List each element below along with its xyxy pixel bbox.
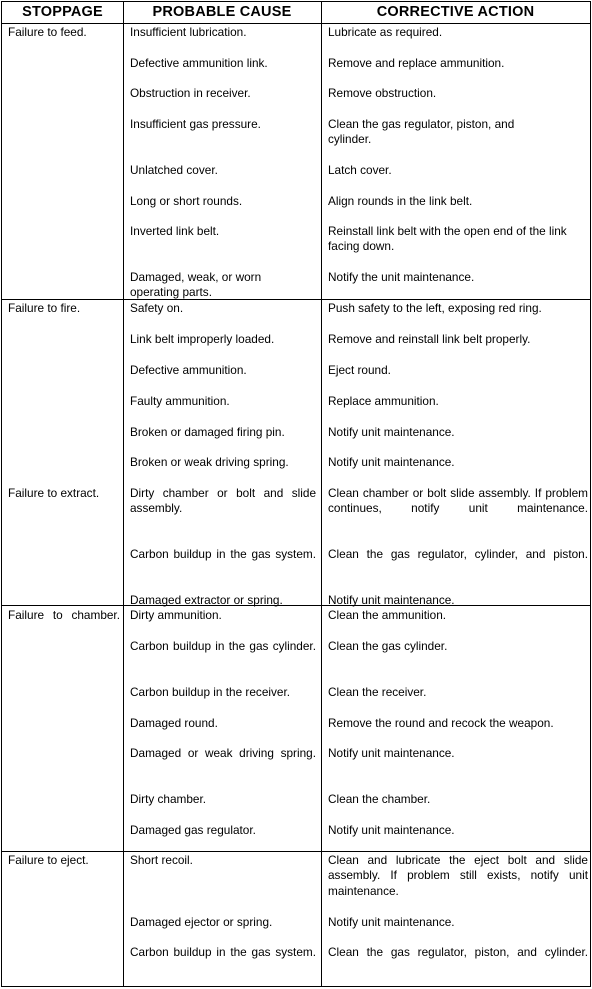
cause-cell: Damaged extractor or spring. [130, 593, 283, 607]
action-cell: Reinstall link belt with the open end of the link facing down. [328, 224, 567, 254]
action-cell: Clean the gas regulator, cylinder, and piston. [328, 547, 588, 561]
action-cell: Notify unit maintenance. [328, 425, 455, 439]
header-probable-cause: PROBABLE CAUSE [152, 4, 292, 20]
cause-cell: Damaged round. [130, 716, 218, 730]
cause-cell: Short recoil. [130, 853, 193, 867]
cause-cell: Damaged gas regulator. [130, 823, 256, 837]
cause-cell: Inverted link belt. [130, 224, 220, 238]
action-cell: Remove the round and recock the weapon. [328, 716, 554, 730]
action-cell: Clean the ammunition. [328, 608, 447, 622]
cause-cell: Insufficient lubrication. [130, 25, 247, 39]
column-divider [123, 2, 124, 986]
action-cell: Latch cover. [328, 163, 392, 177]
cause-cell: Safety on. [130, 301, 184, 315]
cause-cell: Long or short rounds. [130, 194, 243, 208]
action-cell: Push safety to the left, exposing red ring. [328, 301, 542, 315]
action-cell: Notify the unit maintenance. [328, 270, 475, 284]
action-cell: Remove obstruction. [328, 86, 437, 100]
action-cell: Clean the receiver. [328, 685, 427, 699]
action-cell: Clean chamber or bolt slide assembly. If problem continues, notify unit maintenance. [328, 486, 588, 516]
action-cell: Clean the gas regulator, piston, and cylinder. [328, 945, 588, 959]
action-cell: Clean and lubricate the eject bolt and slide assembly. If problem still exists, notify unit maintenance. [328, 853, 588, 898]
cause-cell: Damaged ejector or spring. [130, 915, 273, 929]
action-cell: Remove and replace ammunition. [328, 56, 505, 70]
cause-cell: Dirty ammunition. [130, 608, 222, 622]
cause-cell: Carbon buildup in the gas system. [130, 547, 316, 561]
header-divider [2, 23, 590, 24]
cause-cell: Dirty chamber or bolt and slide assembly. [130, 486, 316, 516]
column-divider [321, 2, 322, 986]
cause-cell: Defective ammunition link. [130, 56, 268, 70]
action-cell: Lubricate as required. [328, 25, 443, 39]
action-cell: Eject round. [328, 363, 391, 377]
cause-cell: Faulty ammunition. [130, 394, 230, 408]
stoppage-failure-to-fire: Failure to fire. [8, 301, 81, 315]
cause-cell: Damaged, weak, or worn operating parts. [130, 270, 262, 300]
action-cell: Align rounds in the link belt. [328, 194, 473, 208]
cause-cell: Obstruction in receiver. [130, 86, 251, 100]
cause-cell: Defective ammunition. [130, 363, 247, 377]
cause-cell: Carbon buildup in the gas system. [130, 945, 316, 959]
cause-cell: Unlatched cover. [130, 163, 218, 177]
cause-cell: Link belt improperly loaded. [130, 332, 275, 346]
action-cell: Clean the gas regulator, piston, and cylinder. [328, 117, 515, 147]
header-corrective-action: CORRECTIVE ACTION [376, 4, 535, 20]
stoppage-failure-to-feed: Failure to feed. [8, 25, 87, 39]
action-cell: Remove and reinstall link belt properly. [328, 332, 531, 346]
cause-cell: Damaged or weak driving spring. [130, 746, 316, 760]
action-cell: Clean the chamber. [328, 792, 431, 806]
action-cell: Replace ammunition. [328, 394, 439, 408]
cause-cell: Broken or damaged firing pin. [130, 425, 285, 439]
stoppage-failure-to-chamber: Failure to chamber. [8, 608, 120, 622]
action-cell: Notify unit maintenance. [328, 823, 455, 837]
stoppage-table [1, 1, 591, 987]
action-cell: Clean the gas cylinder. [328, 639, 448, 653]
cause-cell: Broken or weak driving spring. [130, 455, 289, 469]
action-cell: Notify unit maintenance. [328, 455, 455, 469]
group-divider [2, 851, 590, 852]
action-cell: Notify unit maintenance. [328, 915, 455, 929]
cause-cell: Carbon buildup in the receiver. [130, 685, 291, 699]
stoppage-failure-to-eject: Failure to eject. [8, 853, 89, 867]
stoppage-failure-to-extract: Failure to extract. [8, 486, 100, 500]
action-cell: Notify unit maintenance. [328, 593, 455, 607]
action-cell: Notify unit maintenance. [328, 746, 455, 760]
cause-cell: Carbon buildup in the gas cylinder. [130, 639, 316, 653]
cause-cell: Dirty chamber. [130, 792, 207, 806]
cause-cell: Insufficient gas pressure. [130, 117, 261, 131]
group-divider [2, 299, 590, 300]
header-stoppage: STOPPAGE [22, 4, 103, 20]
